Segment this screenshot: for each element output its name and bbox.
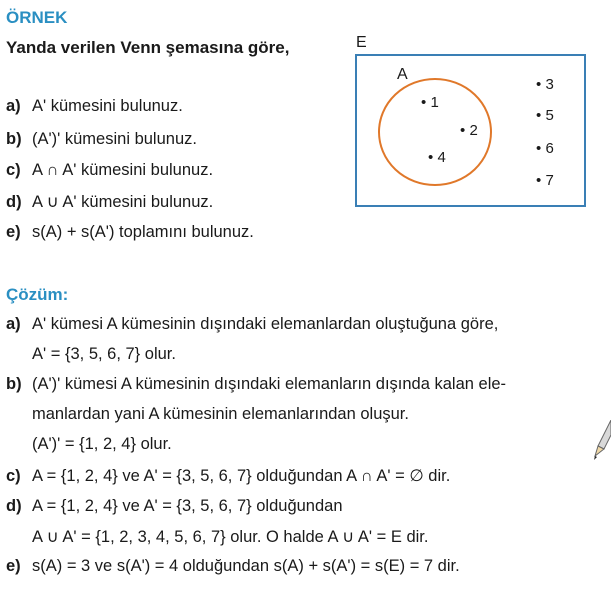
solution-letter: c) — [6, 467, 21, 485]
example-heading: ÖRNEK — [6, 8, 68, 27]
question-text: A ∪ A' kümesini bulunuz. — [32, 193, 214, 211]
question-letter: d) — [6, 193, 22, 211]
solution-text: A = {1, 2, 4} ve A' = {3, 5, 6, 7} olduğundan — [32, 497, 343, 515]
dot-icon: • — [536, 107, 542, 124]
dot-icon: • — [536, 172, 542, 189]
venn-point-2: • 2 — [460, 122, 478, 139]
solution-text: s(A) = 3 ve s(A') = 4 olduğundan s(A) + s(A') = s(E) = 7 dir. — [32, 557, 460, 575]
venn-universe-label: E — [356, 34, 367, 51]
solution-letter: d) — [6, 497, 22, 515]
solution-letter: a) — [6, 315, 21, 333]
solution-line — [6, 405, 409, 424]
dot-icon: • — [460, 122, 466, 139]
venn-point-7: • 7 — [536, 172, 554, 189]
question-e — [6, 223, 254, 242]
solution-letter: e) — [6, 557, 21, 575]
solution-line — [6, 527, 428, 547]
question-letter: c) — [6, 161, 21, 179]
dot-icon: • — [536, 76, 542, 93]
question-a — [6, 97, 183, 116]
dot-icon: • — [421, 94, 427, 111]
question-b — [6, 130, 197, 149]
solution-line — [6, 557, 460, 576]
solution-text: A ∪ A' = {1, 2, 3, 4, 5, 6, 7} olur. O halde A ∪ A' = E dir. — [32, 528, 429, 546]
venn-point-1: • 1 — [421, 94, 439, 111]
solution-line — [6, 345, 176, 364]
question-letter: e) — [6, 223, 21, 241]
solution-text: A' = {3, 5, 6, 7} olur. — [32, 345, 176, 363]
solution-line — [6, 435, 172, 454]
question-text: (A')' kümesini bulunuz. — [32, 130, 197, 148]
question-letter: b) — [6, 130, 22, 148]
solution-text: manlardan yani A kümesinin elemanlarından oluşur. — [32, 405, 409, 423]
venn-point-4: • 4 — [428, 149, 446, 166]
venn-point-6: • 6 — [536, 140, 554, 157]
venn-point-3: • 3 — [536, 76, 554, 93]
question-d — [6, 192, 213, 212]
solution-text: (A')' kümesi A kümesinin dışındaki elemanların dışında kalan ele- — [32, 375, 507, 393]
solution-letter: b) — [6, 375, 22, 393]
solution-text: A = {1, 2, 4} ve A' = {3, 5, 6, 7} olduğundan A ∩ A' = ∅ dir. — [32, 467, 451, 485]
solution-heading: Çözüm: — [6, 285, 69, 304]
dot-icon: • — [428, 149, 434, 166]
venn-point-5: • 5 — [536, 107, 554, 124]
solution-line — [6, 466, 450, 486]
venn-set-label: A — [397, 66, 408, 83]
question-text: A ∩ A' kümesini bulunuz. — [32, 161, 214, 179]
solution-line — [6, 497, 343, 516]
pencil-icon — [594, 420, 611, 464]
solution-line — [6, 315, 498, 334]
question-c — [6, 161, 213, 180]
solution-text: (A')' = {1, 2, 4} olur. — [32, 435, 172, 453]
example-intro: Yanda verilen Venn şemasına göre, — [6, 38, 290, 57]
question-text: A' kümesini bulunuz. — [32, 97, 183, 115]
question-letter: a) — [6, 97, 21, 115]
question-text: s(A) + s(A') toplamını bulunuz. — [32, 223, 254, 241]
dot-icon: • — [536, 140, 542, 157]
solution-line — [6, 375, 506, 394]
solution-text: A' kümesi A kümesinin dışındaki elemanlardan oluştuğuna göre, — [32, 315, 499, 333]
